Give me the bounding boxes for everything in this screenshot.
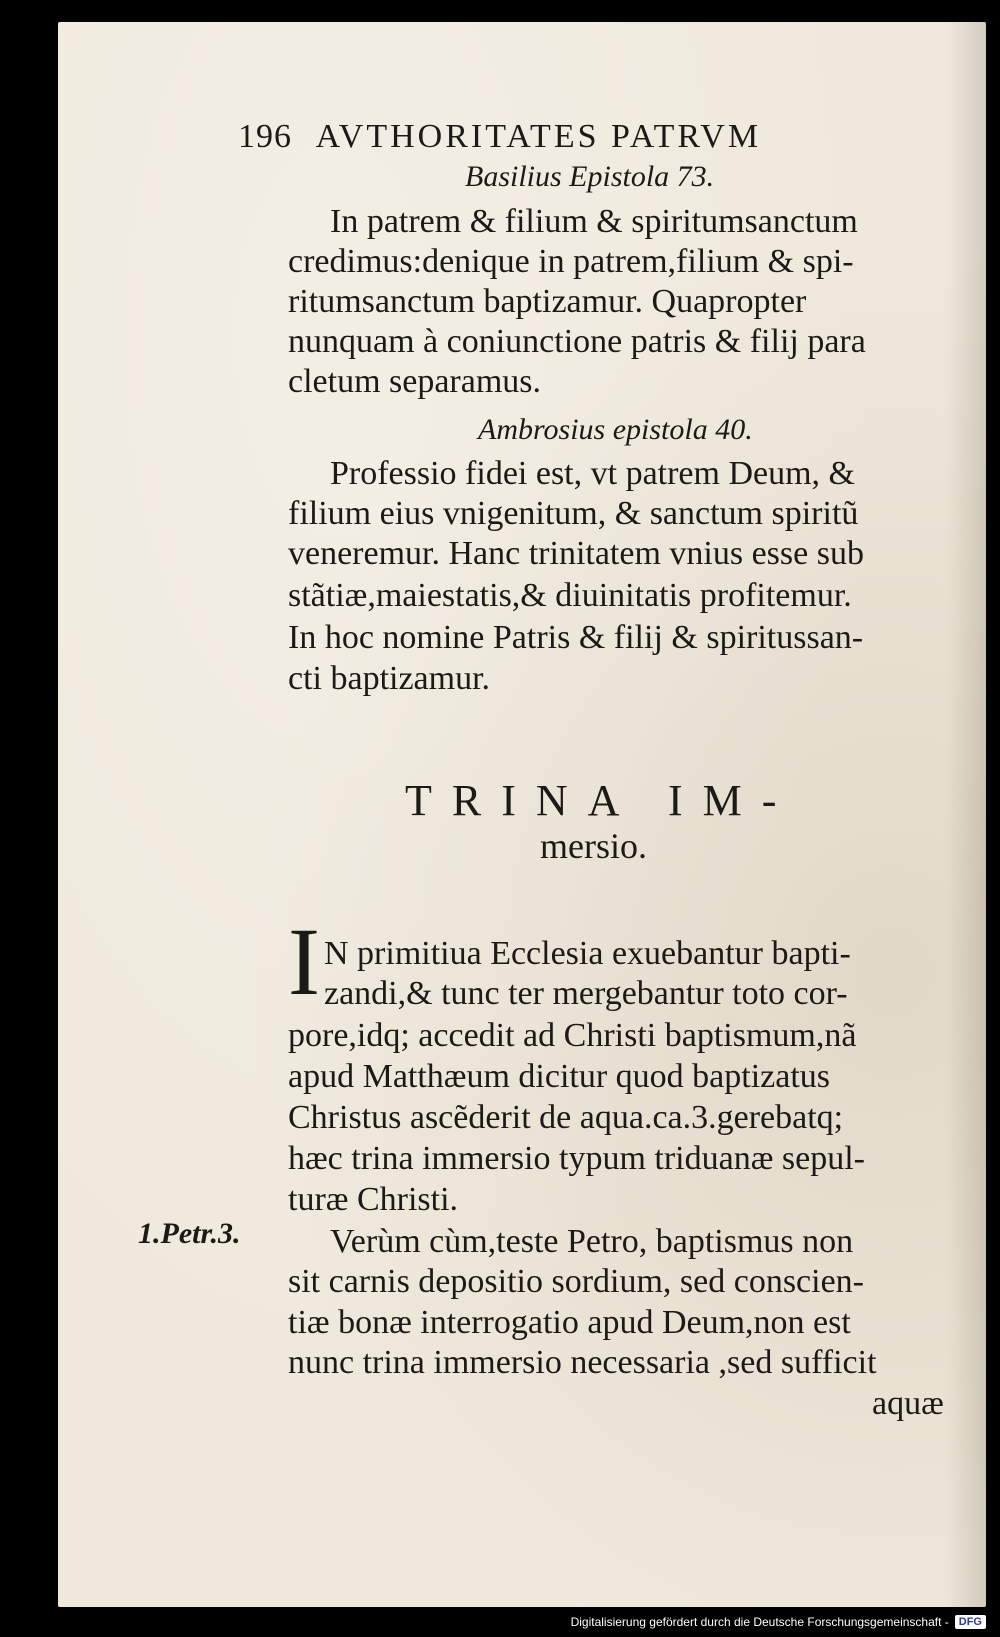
credit-text: Digitalisierung gefördert durch die Deutsche Forschungsgemeinschaft -	[570, 1615, 949, 1629]
text-line: In hoc nomine Patris & filij & spiritussan-	[288, 619, 864, 656]
margin-note: 1.Petr.3.	[138, 1217, 241, 1250]
text-line: stãtiæ,maiestatis,& diuinitatis profitemur.	[288, 577, 852, 614]
page-number: 196	[238, 118, 292, 155]
text-line: pore,idq; accedit ad Christi baptismum,nã	[288, 1017, 857, 1054]
text-line: In patrem & filium & spiritumsanctum	[330, 203, 858, 240]
text-line: Professio fidei est, vt patrem Deum, &	[330, 455, 856, 492]
text-line: zandi,& tunc ter mergebantur toto cor-	[324, 975, 848, 1012]
text-line: Christus ascẽderit de aqua.ca.3.gerebatq;	[288, 1099, 844, 1136]
text-line: credimus:denique in patrem,filium & spi-	[288, 243, 854, 280]
dfg-logo-icon: DFG	[955, 1615, 986, 1629]
text-line: filium eius vnigenitum, & sanctum spiritũ	[288, 495, 859, 532]
text-line: ritumsanctum baptizamur. Quapropter	[288, 283, 807, 320]
text-line: sit carnis depositio sordium, sed conscien-	[288, 1263, 865, 1300]
text-line: N primitiua Ecclesia exuebantur bapti-	[324, 935, 851, 972]
catchword: aquæ	[872, 1385, 944, 1422]
drop-cap: I	[288, 908, 320, 1015]
chapter-title: TRINA IM-	[405, 776, 797, 825]
digitization-credit	[571, 1611, 986, 1633]
text-line: tiæ bonæ interrogatio apud Deum,non est	[288, 1304, 851, 1341]
chapter-subtitle: mersio.	[540, 826, 647, 866]
running-title: AVTHORITATES PATRVM	[315, 118, 762, 155]
source-basilius: Basilius Epistola 73.	[465, 160, 715, 193]
running-header	[238, 118, 928, 156]
text-line: hæc trina immersio typum triduanæ sepul-	[288, 1140, 865, 1177]
page-shadow	[946, 22, 986, 1607]
text-line: veneremur. Hanc trinitatem vnius esse sub	[288, 535, 864, 572]
text-line: cti baptizamur.	[288, 660, 491, 697]
text-line: apud Matthæum dicitur quod baptizatus	[288, 1058, 831, 1095]
text-line: turæ Christi.	[288, 1181, 459, 1218]
text-line: nunquam à coniunctione patris & filij para	[288, 323, 866, 360]
text-line: cletum separamus.	[288, 363, 542, 400]
text-line: Verùm cùm,teste Petro, baptismus non	[330, 1223, 854, 1260]
text-line: nunc trina immersio necessaria ,sed sufficit	[288, 1344, 877, 1381]
source-ambrosius: Ambrosius epistola 40.	[478, 413, 753, 446]
